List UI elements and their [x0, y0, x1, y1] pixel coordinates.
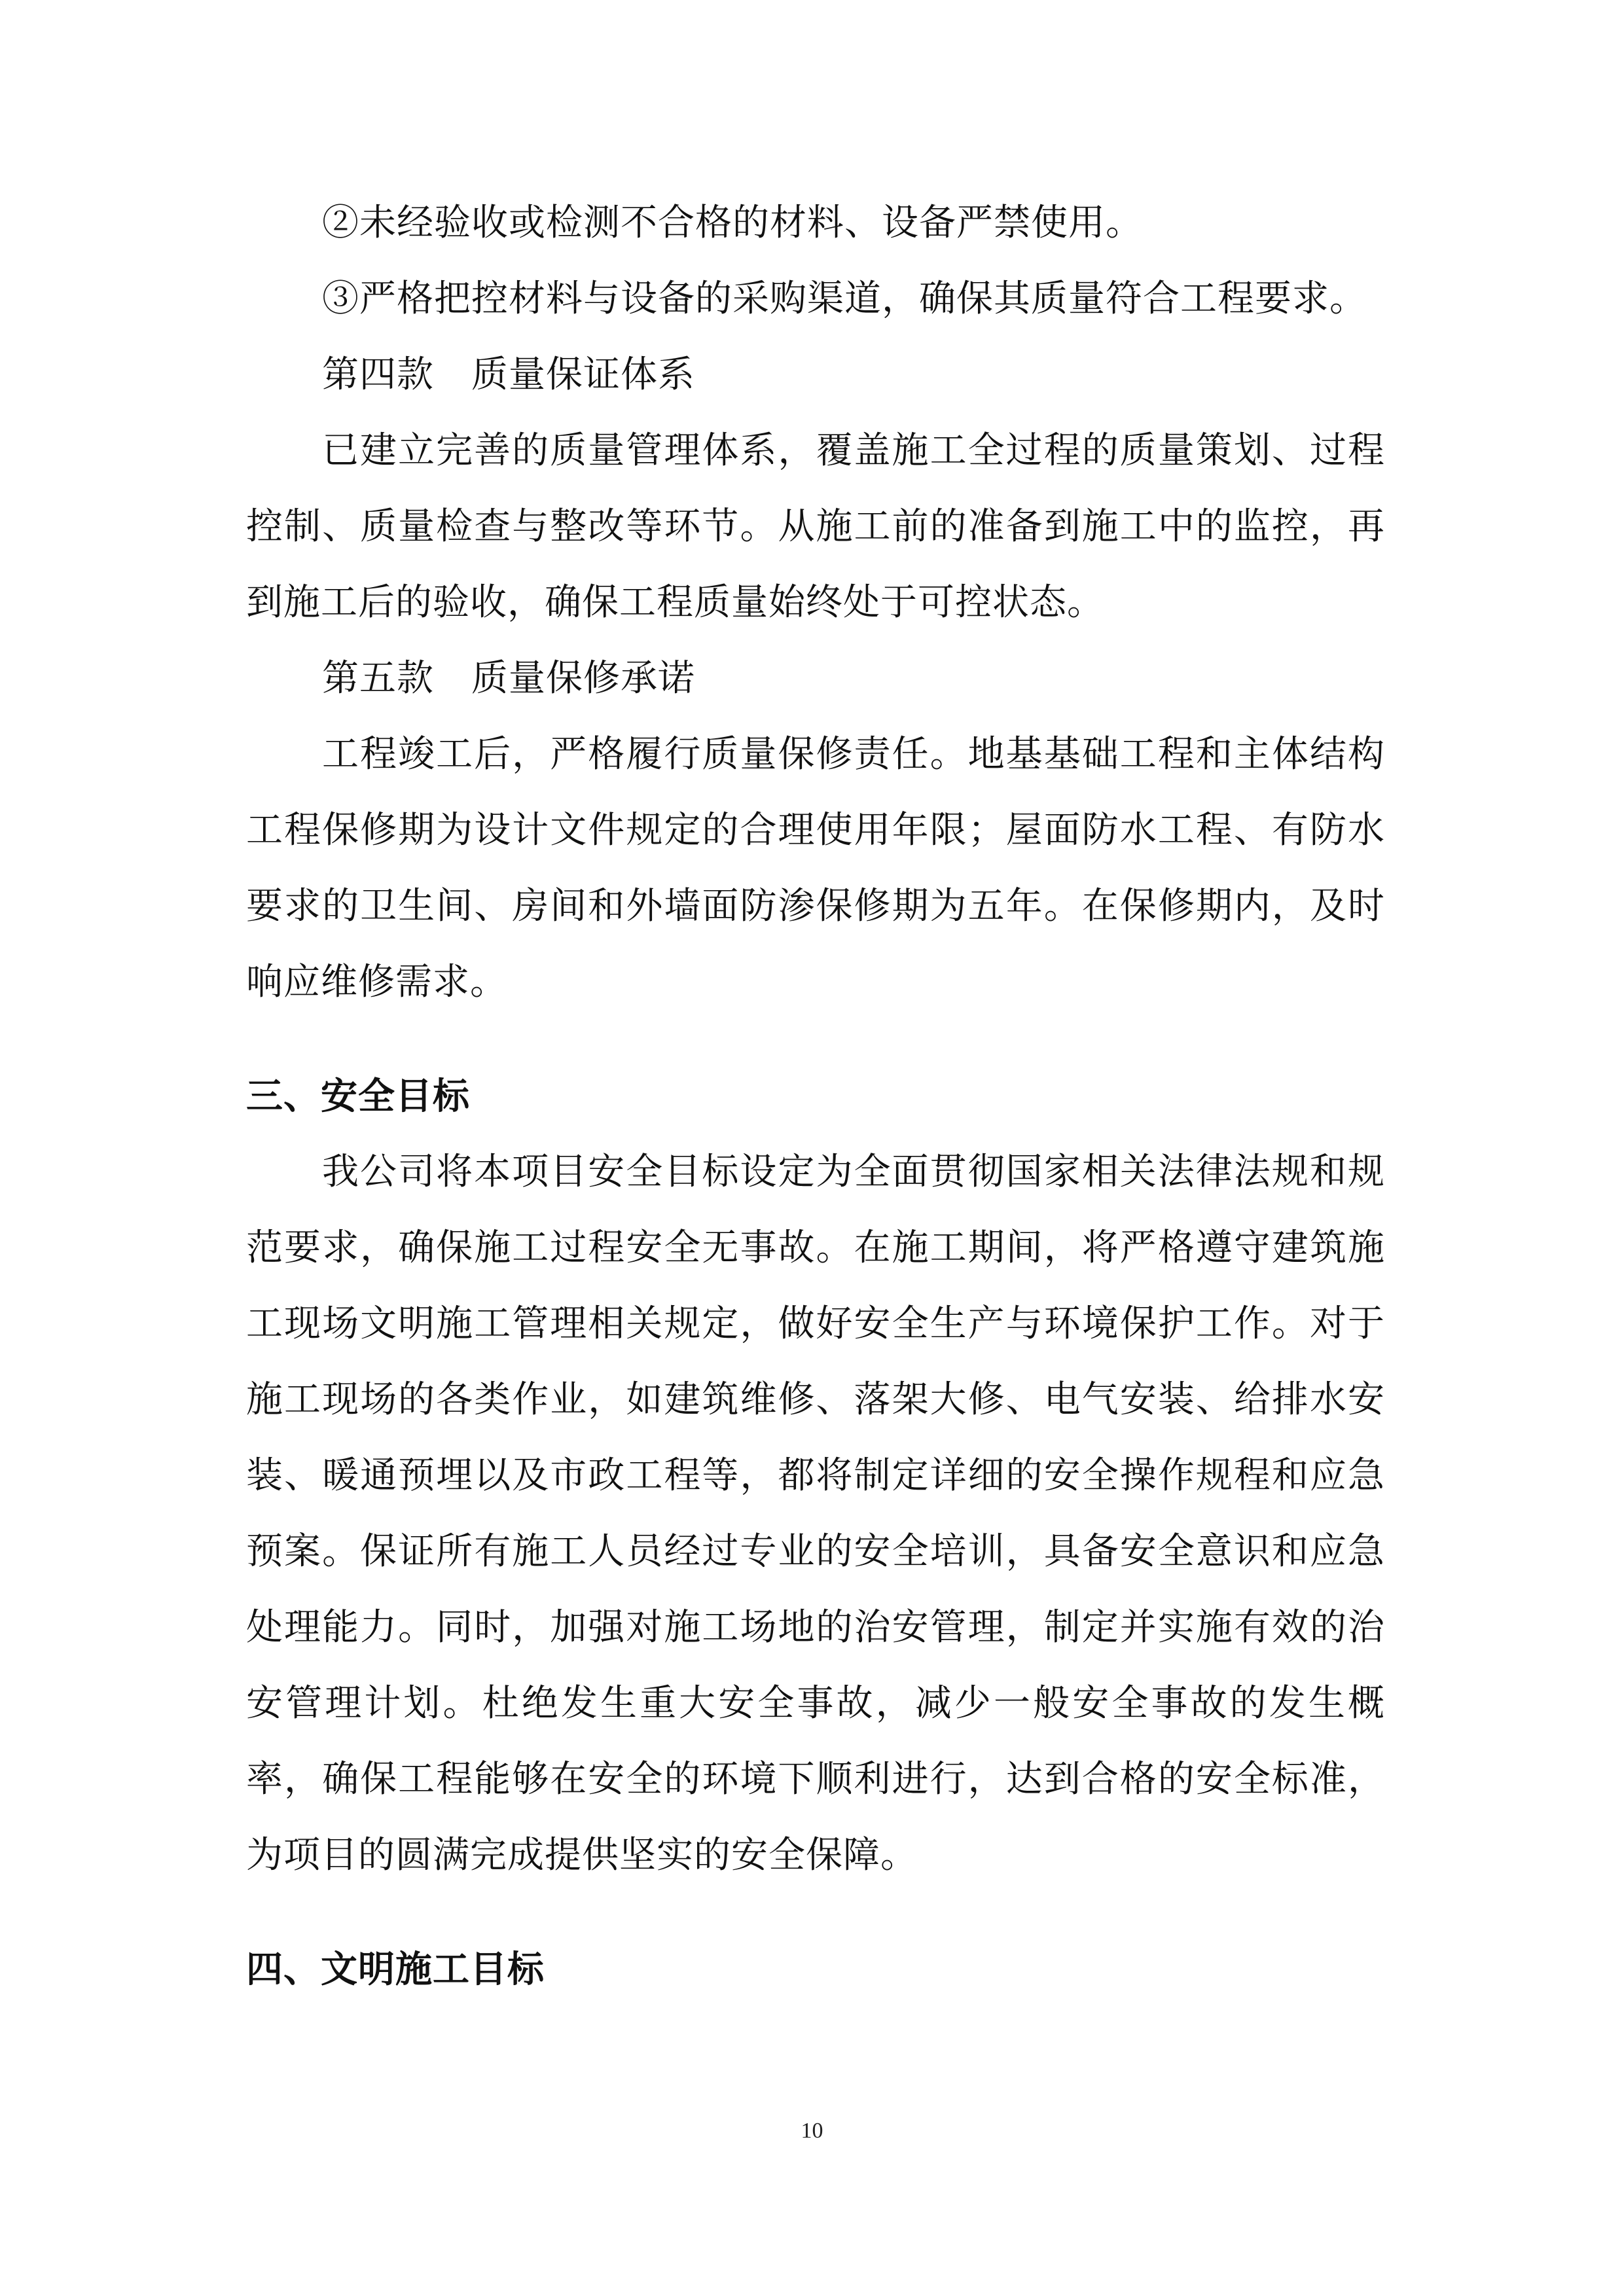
subheading-quality-assurance-system: 第四款 质量保证体系 — [322, 353, 695, 396]
paragraph-procurement-channels: ③严格把控材料与设备的采购渠道，确保其质量符合工程要求。 — [322, 278, 1367, 320]
paragraph-quality-management-system: 已建立完善的质量管理体系，覆盖施工全过程的质量策划、过程控制、质量检查与整改等环节。从施工前的准备到施工中的监控，再到施工后的验收，确保工程质量始终处于可控状态。 — [246, 429, 1385, 624]
paragraph-materials-inspection: ②未经验收或检测不合格的材料、设备严禁使用。 — [322, 202, 1143, 244]
page-number: 10 — [801, 2119, 823, 2143]
document-body — [246, 185, 1385, 2007]
paragraph-warranty-terms: 工程竣工后，严格履行质量保修责任。地基基础工程和主体结构工程保修期为设计文件规定的合理使用年限；屋面防水工程、有防水要求的卫生间、房间和外墙面防渗保修期为五年。在保修期内，及时响应维修需求。 — [246, 733, 1385, 1003]
heading-safety-goals: 三、安全目标 — [246, 1075, 470, 1118]
paragraph-safety-goals: 我公司将本项目安全目标设定为全面贯彻国家相关法律法规和规范要求，确保施工过程安全无事故。在施工期间，将严格遵守建筑施工现场文明施工管理相关规定，做好安全生产与环境保护工作。对于施工现场的各类作业，如建筑维修、落架大修、电气安装、给排水安装、暖通预埋以及市政工程等，都将制定详细的安全操作规程和应急预案。保证所有施工人员经过专业的安全培训，具备安全意识和应急处理能力。同时，加强对施工场地的治安管理，制定并实施有效的治安管理计划。杜绝发生重大安全事故，减少一般安全事故的发生概率，确保工程能够在安全的环境下顺利进行，达到合格的安全标准，为项目的圆满完成提供坚实的安全保障。 — [246, 1151, 1385, 1876]
heading-civilized-construction-goals: 四、文明施工目标 — [246, 1948, 545, 1991]
subheading-warranty-commitment: 第五款 质量保修承诺 — [322, 657, 695, 700]
